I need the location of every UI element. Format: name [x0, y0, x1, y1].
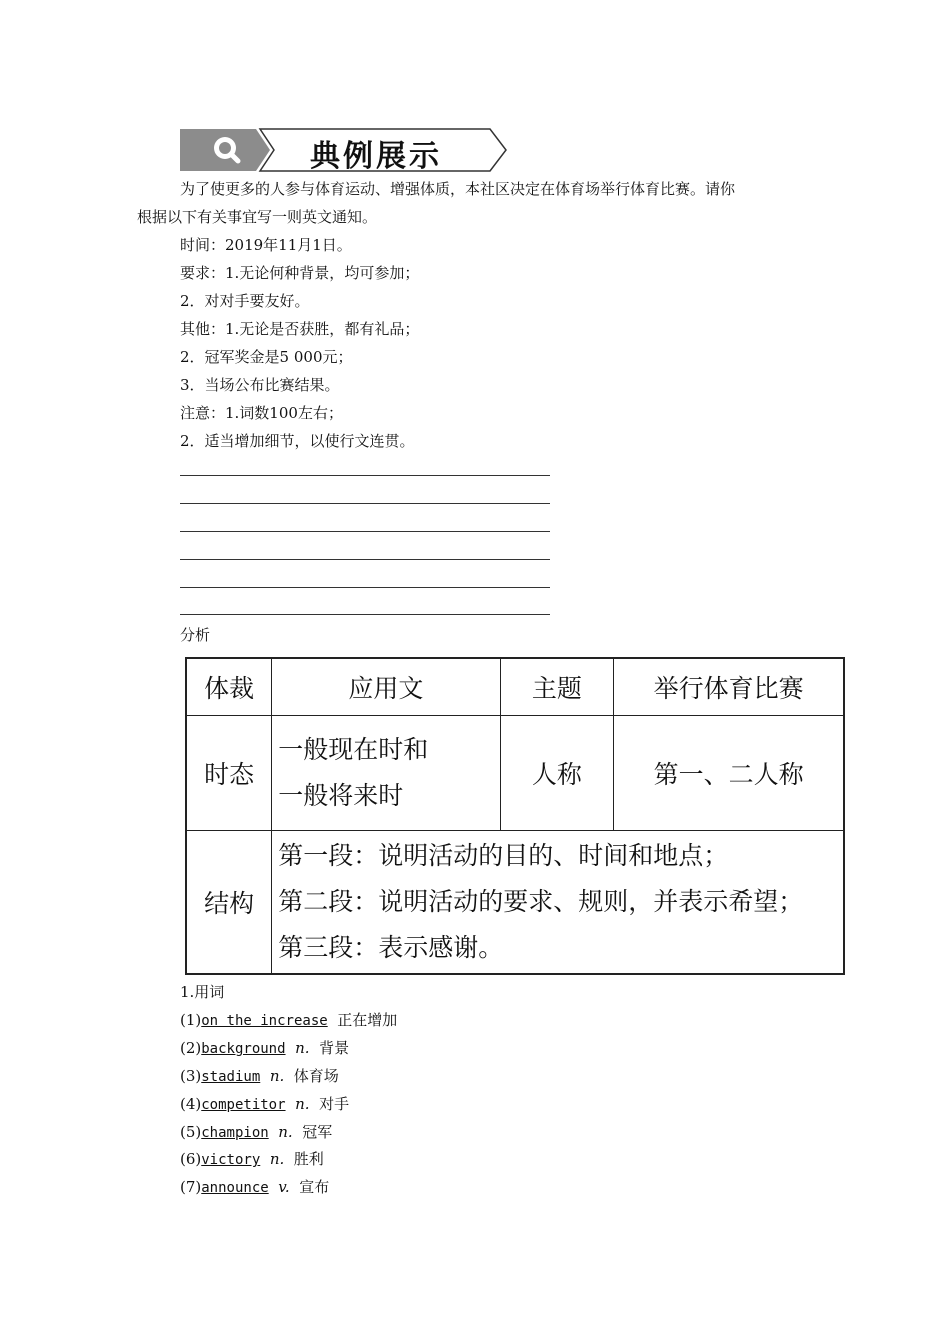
item-note-2: 2．适当增加细节，以使行文连贯。 — [180, 432, 415, 450]
vocab-pos: n. — [269, 1150, 285, 1168]
vocab-word: competitor — [201, 1097, 286, 1113]
vocab-item — [180, 1149, 324, 1170]
banner-title: 典例展示 — [310, 139, 442, 174]
structure-para-3: 第三段：表示感谢。 — [278, 932, 504, 962]
cell-theme-label: 主题 — [500, 658, 614, 715]
vocab-meaning: 宣布 — [299, 1178, 330, 1196]
vocab-num: (1) — [180, 1011, 202, 1029]
vocab-word: background — [201, 1041, 286, 1057]
cell-theme-value: 举行体育比赛 — [614, 658, 844, 715]
vocab-num: (6) — [180, 1150, 202, 1168]
vocab-item — [180, 1122, 332, 1143]
vocab-meaning: 对手 — [319, 1095, 350, 1113]
cell-structure-label: 结构 — [186, 830, 272, 974]
answer-line — [180, 587, 550, 588]
vocab-item — [180, 1038, 349, 1059]
vocab-pos: v. — [278, 1178, 290, 1196]
vocab-pos: n. — [295, 1095, 310, 1113]
item-other-1: 其他：1.无论是否获胜，都有礼品； — [180, 320, 420, 338]
intro-line-1: 为了使更多的人参与体育运动、增强体质，本社区决定在体育场举行体育比赛。请你 — [180, 180, 736, 198]
item-other-3: 3．当场公布比赛结果。 — [180, 376, 340, 394]
table-row — [186, 715, 844, 830]
vocab-word: champion — [201, 1125, 269, 1141]
vocab-word: announce — [201, 1180, 269, 1196]
vocab-num: (2) — [180, 1039, 202, 1057]
vocab-pos: n. — [295, 1039, 310, 1057]
intro-line-2: 根据以下有关事宜写一则英文通知。 — [137, 208, 378, 226]
vocab-num: (7) — [180, 1178, 202, 1196]
answer-line — [180, 503, 550, 504]
vocab-pos: n. — [278, 1123, 293, 1141]
item-requirement-1: 要求：1.无论何种背景，均可参加； — [180, 264, 420, 282]
cell-genre-value: 应用文 — [272, 658, 500, 715]
vocab-item — [180, 1177, 329, 1198]
item-note-1: 注意：1.词数100左右； — [180, 404, 343, 422]
vocab-item — [180, 1010, 397, 1031]
answer-line — [180, 614, 550, 615]
structure-para-1: 第一段：说明活动的目的、时间和地点； — [278, 840, 729, 870]
tense-line-2: 一般将来时 — [278, 780, 404, 810]
vocab-meaning: 正在增加 — [337, 1011, 398, 1029]
cell-genre-label: 体裁 — [186, 658, 272, 715]
cell-person-value: 第一、二人称 — [614, 715, 844, 830]
table-row — [186, 658, 844, 715]
cell-tense-value — [272, 715, 500, 830]
vocab-num: (5) — [180, 1123, 202, 1141]
answer-line — [180, 475, 550, 476]
vocab-meaning: 胜利 — [293, 1150, 324, 1168]
item-time: 时间：2019年11月1日。 — [180, 236, 352, 254]
vocab-word: stadium — [201, 1069, 261, 1085]
section-banner — [180, 127, 510, 173]
vocab-num: (3) — [180, 1067, 202, 1085]
analysis-table — [185, 657, 845, 975]
cell-person-label: 人称 — [500, 715, 614, 830]
vocab-item — [180, 1066, 339, 1087]
vocab-meaning: 体育场 — [293, 1067, 339, 1085]
vocab-title: 1.用词 — [180, 983, 225, 1001]
vocab-pos: n. — [269, 1067, 285, 1085]
cell-tense-label: 时态 — [186, 715, 272, 830]
answer-line — [180, 531, 550, 532]
item-other-2: 2．冠军奖金是5 000元； — [180, 348, 353, 366]
answer-line — [180, 559, 550, 560]
vocab-meaning: 冠军 — [302, 1123, 333, 1141]
vocab-word: on the increase — [201, 1013, 328, 1029]
tense-line-1: 一般现在时和 — [278, 734, 429, 764]
vocab-num: (4) — [180, 1095, 202, 1113]
structure-para-2: 第二段：说明活动的要求、规则，并表示希望； — [278, 886, 804, 916]
table-row — [186, 830, 844, 974]
vocab-meaning: 背景 — [319, 1039, 350, 1057]
cell-structure-value — [272, 830, 844, 974]
vocab-word: victory — [201, 1152, 261, 1168]
item-requirement-2: 2．对对手要友好。 — [180, 292, 310, 310]
vocab-item — [180, 1094, 349, 1115]
analysis-label: 分析 — [180, 626, 211, 644]
